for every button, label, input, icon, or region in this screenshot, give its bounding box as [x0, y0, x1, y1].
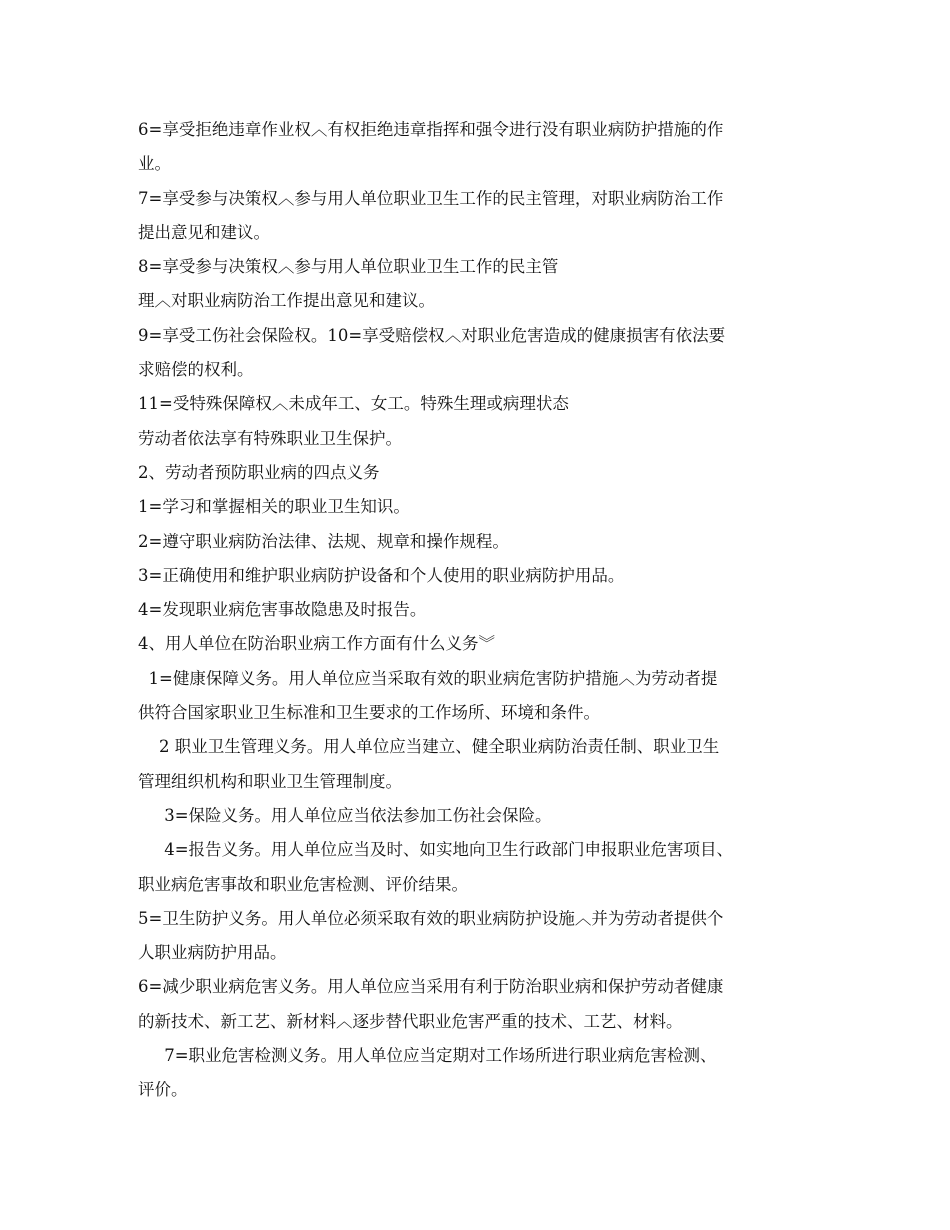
text-line: 2=遵守职业病防治法律、法规、规章和操作规程。 — [138, 531, 509, 551]
text-line: 4=报告义务。用人单位应当及时、如实地向卫生行政部门申报职业危害项目、 — [138, 840, 734, 860]
text-line: 劳动者依法享有特殊职业卫生保护。 — [138, 428, 402, 448]
text-line: 5=卫生防护义务。用人单位必须采取有效的职业病防护设施︿并为劳动者提供个 — [138, 908, 724, 928]
text-line: 人职业病防护用品。 — [138, 943, 287, 963]
text-line: 理︿对职业病防治工作提出意见和建议。 — [138, 291, 435, 311]
text-line: 6=减少职业病危害义务。用人单位应当采用有利于防治职业病和保护劳动者健康 — [138, 977, 724, 997]
text-line: 职业病危害事故和职业危害检测、评价结果。 — [138, 874, 468, 894]
section-heading: 4、用人单位在防治职业病工作方面有什么义务︾ — [138, 634, 495, 654]
text-line: 4=发现职业病危害事故隐患及时报告。 — [138, 600, 427, 620]
text-line: 2 职业卫生管理义务。用人单位应当建立、健全职业病防治责任制、职业卫生 — [138, 737, 720, 757]
text-line: 9=享受工伤社会保险权。10=享受赔偿权︿对职业危害造成的健康损害有依法要 — [138, 325, 726, 345]
text-line: 供符合国家职业卫生标准和卫生要求的工作场所、环境和条件。 — [138, 703, 600, 723]
text-line: 7=享受参与决策权︿参与用人单位职业卫生工作的民主管理，对职业病防治工作 — [138, 188, 724, 208]
text-line: 6=享受拒绝违章作业权︿有权拒绝违章指挥和强令进行没有职业病防护措施的作 — [138, 120, 724, 139]
document-body — [138, 113, 838, 1108]
text-line: 1=学习和掌握相关的职业卫生知识。 — [138, 497, 410, 517]
text-line: 业。 — [138, 154, 171, 174]
text-line: 7=职业危害检测义务。用人单位应当定期对工作场所进行职业病危害检测、 — [138, 1046, 717, 1066]
text-line: 求赔偿的权利。 — [138, 360, 254, 380]
section-heading: 2、劳动者预防职业病的四点义务 — [138, 462, 380, 482]
text-line: 的新技术、新工艺、新材料︿逐步替代职业危害严重的技术、工艺、材料。 — [138, 1011, 683, 1031]
text-line: 3=保险义务。用人单位应当依法参加工伤社会保险。 — [138, 805, 552, 825]
text-line: 评价。 — [138, 1080, 188, 1100]
text-line: 提出意见和建议。 — [138, 222, 270, 242]
text-line: 3=正确使用和维护职业病防护设备和个人使用的职业病防护用品。 — [138, 565, 625, 585]
text-line: 8=享受参与决策权︿参与用人单位职业卫生工作的民主管 — [138, 257, 559, 277]
text-line: 11=受特殊保障权︿未成年工、女工。特殊生理或病理状态 — [138, 394, 569, 414]
text-line: 管理组织机构和职业卫生管理制度。 — [138, 771, 402, 791]
text-line: 1=健康保障义务。用人单位应当采取有效的职业病危害防护措施︿为劳动者提 — [138, 668, 718, 688]
